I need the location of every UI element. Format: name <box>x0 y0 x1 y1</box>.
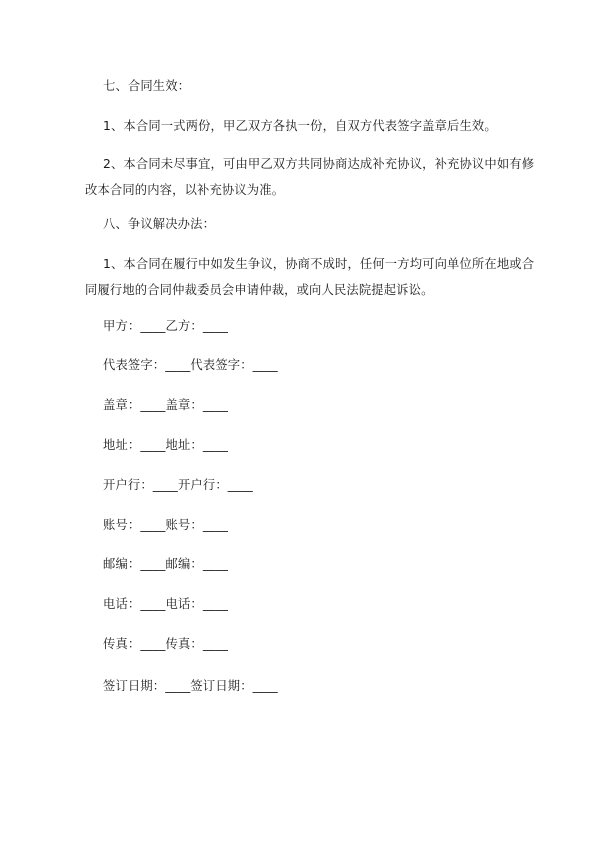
section-7-title: 七、合同生效： <box>103 79 191 93</box>
section-7-item-1: 1、本合同一式两份，甲乙双方各执一份，自双方代表签字盖章后生效。 <box>103 119 497 133</box>
signature-field-date: 签订日期：____签订日期：____ <box>103 679 278 693</box>
section-8-title: 八、争议解决办法： <box>103 217 216 231</box>
section-8-item-1-line-1: 1、本合同在履行中如发生争议，协商不成时，任何一方均可向单位所在地或合 <box>103 257 535 271</box>
signature-field-representative: 代表签字：____代表签字：____ <box>103 358 278 372</box>
section-7-item-2-line-1: 2、本合同未尽事宜，可由甲乙双方共同协商达成补充协议，补充协议中如有修 <box>103 157 535 171</box>
section-7-item-2-line-2: 改本合同的内容，以补充协议为准。 <box>85 183 285 197</box>
signature-field-fax: 传真：____传真：____ <box>103 637 229 651</box>
section-8-item-1 <box>85 257 535 297</box>
signature-field-postcode: 邮编：____邮编：____ <box>103 557 229 571</box>
signature-field-bank: 开户行：____开户行：____ <box>103 478 253 492</box>
signature-field-address: 地址：____地址：____ <box>103 438 229 452</box>
section-7-item-2 <box>85 157 535 197</box>
signature-field-seal: 盖章：____盖章：____ <box>103 398 229 412</box>
signature-field-account: 账号：____账号：____ <box>103 518 229 532</box>
signature-field-phone: 电话：____电话：____ <box>103 597 229 611</box>
section-8-item-1-line-2: 同履行地的合同仲裁委员会申请仲裁，或向人民法院提起诉讼。 <box>85 283 434 297</box>
signature-field-party: 甲方：____乙方：____ <box>103 319 229 333</box>
